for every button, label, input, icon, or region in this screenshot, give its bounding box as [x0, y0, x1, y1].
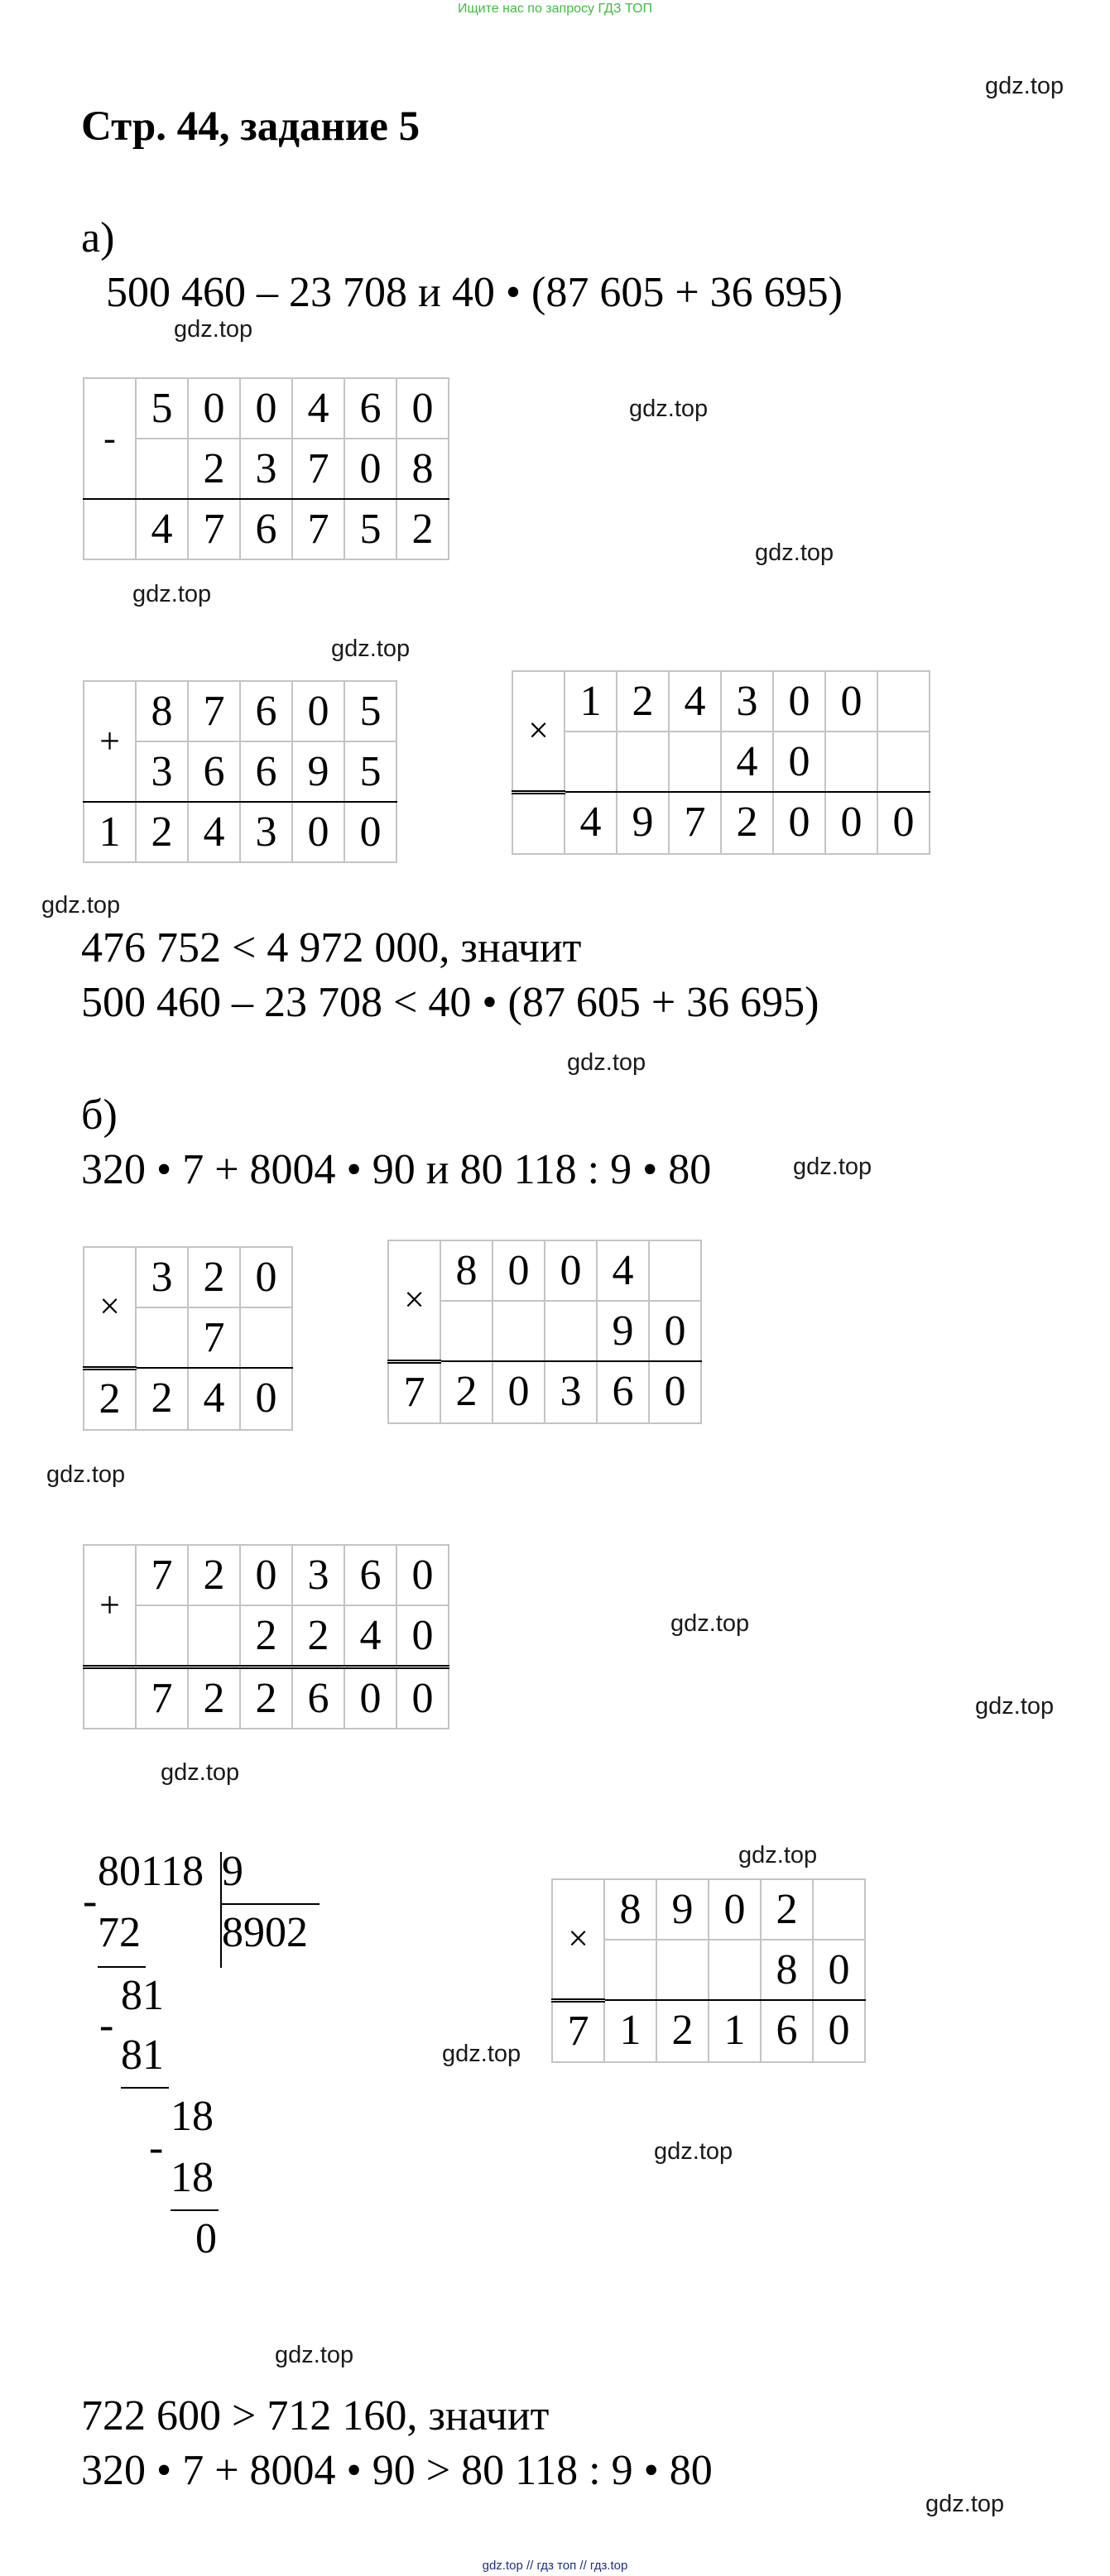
digit: 0	[773, 671, 825, 732]
division-step: 81	[121, 2032, 164, 2079]
digit	[565, 732, 617, 792]
digit: 7	[552, 2000, 604, 2062]
digit	[825, 732, 877, 792]
digit: 1	[565, 671, 617, 732]
digit: 7	[292, 499, 344, 559]
digit	[493, 1301, 545, 1361]
part-b-conclusion: 320 • 7 + 8004 • 90 > 80 118 : 9 • 80	[81, 2447, 713, 2494]
digit	[617, 732, 669, 792]
addition-grid	[83, 680, 397, 863]
digit	[136, 1307, 188, 1368]
watermark: gdz.top	[925, 2491, 1005, 2517]
times-sign: ×	[84, 1247, 136, 1368]
digit: 2	[396, 499, 449, 559]
digit: 8	[136, 681, 188, 741]
multiplication-grid	[83, 1246, 293, 1431]
digit	[545, 1301, 597, 1361]
digit: 2	[240, 1667, 292, 1729]
watermark: gdz.top	[793, 1154, 872, 1180]
part-a-label: а)	[81, 214, 115, 261]
digit: 4	[721, 732, 773, 792]
digit	[649, 1240, 701, 1301]
part-a-expression: 500 460 – 23 708 и 40 • (87 605 + 36 695)	[106, 269, 843, 316]
digit: 6	[240, 741, 292, 802]
plus-sign: +	[84, 681, 136, 802]
digit: 0	[344, 802, 396, 862]
digit: 6	[761, 2000, 813, 2062]
digit: 7	[188, 681, 240, 741]
digit: 2	[440, 1361, 493, 1423]
digit: 2	[84, 1368, 136, 1430]
digit: 1	[604, 2000, 656, 2062]
division-step: 81	[121, 1972, 164, 2019]
watermark: gdz.top	[629, 396, 709, 422]
digit: 0	[240, 1247, 292, 1307]
top-banner[interactable]: Ищите нас по запросу ГДЗ ТОП	[458, 2, 652, 16]
digit: 0	[396, 1605, 449, 1667]
digit: 2	[188, 1545, 240, 1605]
digit: 0	[773, 792, 825, 854]
digit: 0	[493, 1240, 545, 1301]
digit: 6	[344, 1545, 396, 1605]
digit: 1	[84, 802, 136, 862]
multiplication-grid	[551, 1878, 866, 2063]
digit: 0	[649, 1301, 701, 1361]
digit: 6	[240, 681, 292, 741]
part-a-comparison: 476 752 < 4 972 000, значит	[81, 924, 582, 971]
digit: 4	[597, 1240, 649, 1301]
digit: 2	[761, 1879, 813, 1940]
digit: 0	[344, 439, 396, 499]
page-title: Стр. 44, задание 5	[81, 103, 420, 150]
digit: 7	[136, 1667, 188, 1729]
watermark: gdz.top	[275, 2342, 354, 2368]
digit: 4	[188, 1368, 240, 1430]
division-step: 18	[171, 2093, 214, 2140]
digit: 7	[669, 792, 721, 854]
digit	[669, 732, 721, 792]
digit: 0	[396, 1667, 449, 1729]
watermark: gdz.top	[755, 540, 834, 566]
footer-links[interactable]: gdz.top // гдз топ // гдз.top	[482, 2559, 628, 2573]
minus-sign: -	[149, 2124, 164, 2171]
division-rule	[121, 2087, 169, 2089]
digit: 3	[136, 741, 188, 802]
digit: 0	[344, 1667, 396, 1729]
digit: 2	[721, 792, 773, 854]
digit: 0	[649, 1361, 701, 1423]
digit	[440, 1301, 493, 1361]
watermark: gdz.top	[738, 1842, 818, 1868]
digit: 0	[240, 1545, 292, 1605]
digit: 3	[721, 671, 773, 732]
digit: 7	[188, 499, 240, 559]
digit: 6	[292, 1667, 344, 1729]
part-b-label: б)	[81, 1091, 118, 1139]
digit: 2	[240, 1605, 292, 1667]
digit: 5	[344, 741, 396, 802]
digit: 0	[292, 681, 344, 741]
digit: 3	[136, 1247, 188, 1307]
digit	[604, 1940, 656, 2000]
digit: 2	[188, 1247, 240, 1307]
digit: 0	[877, 792, 930, 854]
digit: 7	[292, 439, 344, 499]
digit: 2	[136, 1368, 188, 1430]
digit: 0	[240, 378, 292, 439]
empty-cell	[84, 499, 136, 559]
digit: 3	[292, 1545, 344, 1605]
watermark: gdz.top	[670, 1610, 750, 1637]
digit: 6	[344, 378, 396, 439]
digit	[709, 1940, 761, 2000]
digit: 8	[604, 1879, 656, 1940]
digit: 9	[597, 1301, 649, 1361]
digit	[136, 439, 188, 499]
watermark: gdz.top	[161, 1759, 240, 1786]
digit: 3	[240, 439, 292, 499]
watermark: gdz.top	[985, 73, 1064, 99]
subtraction-grid	[83, 377, 449, 560]
plus-sign: +	[84, 1545, 136, 1667]
digit: 0	[773, 732, 825, 792]
digit: 9	[292, 741, 344, 802]
digit: 7	[388, 1361, 440, 1423]
digit: 0	[396, 1545, 449, 1605]
multiplication-grid	[387, 1240, 702, 1424]
addition-grid	[83, 1544, 449, 1729]
digit: 5	[136, 378, 188, 439]
digit	[877, 732, 930, 792]
digit: 0	[292, 802, 344, 862]
digit: 3	[545, 1361, 597, 1423]
dividend: 80118	[98, 1848, 204, 1895]
digit: 7	[136, 1545, 188, 1605]
digit	[656, 1940, 709, 2000]
minus-sign: -	[83, 1878, 98, 1925]
digit: 4	[136, 499, 188, 559]
part-b-expression: 320 • 7 + 8004 • 90 и 80 118 : 9 • 80	[81, 1146, 712, 1193]
digit: 0	[396, 378, 449, 439]
digit: 2	[188, 439, 240, 499]
watermark: gdz.top	[174, 316, 253, 343]
digit	[813, 1879, 865, 1940]
digit	[136, 1605, 188, 1667]
watermark: gdz.top	[331, 636, 411, 662]
digit: 8	[440, 1240, 493, 1301]
digit: 4	[188, 802, 240, 862]
digit: 0	[813, 1940, 865, 2000]
digit: 5	[344, 499, 396, 559]
digit: 9	[617, 792, 669, 854]
watermark: gdz.top	[975, 1693, 1055, 1720]
digit: 2	[656, 2000, 709, 2062]
times-sign: ×	[512, 671, 565, 792]
times-sign: ×	[388, 1240, 440, 1361]
digit: 0	[545, 1240, 597, 1301]
digit: 8	[396, 439, 449, 499]
division-rule	[171, 2209, 219, 2211]
multiplication-grid	[512, 670, 930, 855]
division-bar	[220, 1903, 320, 1905]
digit: 3	[240, 802, 292, 862]
digit: 0	[709, 1879, 761, 1940]
digit	[240, 1307, 292, 1368]
digit: 4	[344, 1605, 396, 1667]
digit: 0	[493, 1361, 545, 1423]
division-rule	[98, 1966, 146, 1968]
watermark: gdz.top	[654, 2138, 733, 2165]
digit: 4	[565, 792, 617, 854]
digit: 2	[617, 671, 669, 732]
minus-sign: -	[84, 378, 136, 499]
digit: 2	[136, 802, 188, 862]
divisor: 9	[222, 1848, 243, 1895]
part-b-comparison: 722 600 > 712 160, значит	[81, 2392, 550, 2439]
digit	[188, 1605, 240, 1667]
digit: 5	[344, 681, 396, 741]
part-a-conclusion: 500 460 – 23 708 < 40 • (87 605 + 36 695)	[81, 979, 819, 1026]
digit: 7	[188, 1307, 240, 1368]
digit	[877, 671, 930, 732]
digit: 6	[188, 741, 240, 802]
watermark: gdz.top	[132, 581, 212, 607]
watermark: gdz.top	[442, 2041, 521, 2067]
digit: 2	[188, 1667, 240, 1729]
watermark: gdz.top	[41, 892, 121, 919]
division-step: 72	[98, 1909, 141, 1956]
digit: 0	[825, 792, 877, 854]
times-sign: ×	[552, 1879, 604, 2000]
digit: 6	[597, 1361, 649, 1423]
digit: 8	[761, 1940, 813, 2000]
minus-sign: -	[99, 2002, 114, 2049]
digit: 0	[813, 2000, 865, 2062]
digit: 1	[709, 2000, 761, 2062]
digit: 9	[656, 1879, 709, 1940]
digit: 0	[240, 1368, 292, 1430]
division-remainder: 0	[195, 2215, 217, 2262]
quotient: 8902	[222, 1909, 308, 1956]
digit	[84, 1667, 136, 1729]
empty-cell	[512, 792, 565, 854]
division-step: 18	[171, 2154, 214, 2201]
watermark: gdz.top	[567, 1049, 646, 1076]
digit: 4	[292, 378, 344, 439]
watermark: gdz.top	[46, 1461, 126, 1488]
digit: 0	[825, 671, 877, 732]
digit: 4	[669, 671, 721, 732]
digit: 2	[292, 1605, 344, 1667]
digit: 0	[188, 378, 240, 439]
digit: 6	[240, 499, 292, 559]
